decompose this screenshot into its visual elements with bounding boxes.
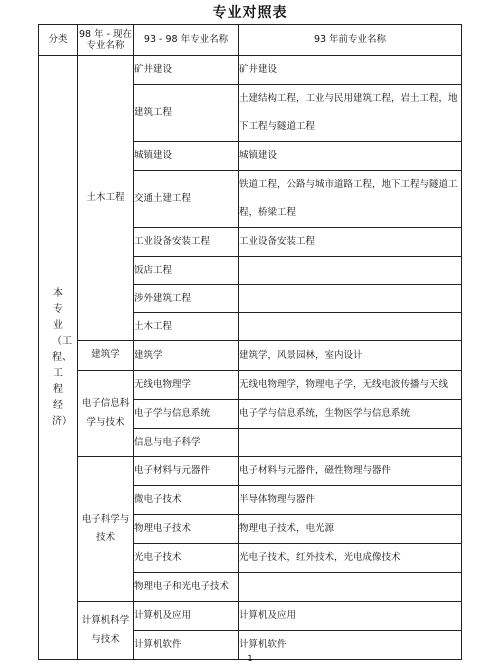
major-name-93-98: 计算机及应用 [134, 602, 239, 631]
header-group: 98 年 - 现在专业名称 [78, 25, 134, 56]
major-name-pre-93: 建筑学，风景园林，室内设计 [239, 341, 462, 371]
major-name-pre-93: 计算机软件 [239, 631, 462, 660]
table-row [39, 56, 462, 85]
header-major-93-98: 93 - 98 年专业名称 [134, 25, 239, 56]
group-name: 电子信息科学与技术 [78, 371, 134, 457]
major-name-pre-93: 城镇建设 [239, 142, 462, 171]
major-name-pre-93: 电子学与信息系统，生物医学与信息系统 [239, 400, 462, 429]
major-name-93-98: 交通土建工程 [134, 171, 239, 228]
major-name-93-98: 计算机软件 [134, 631, 239, 660]
major-name-93-98: 城镇建设 [134, 142, 239, 171]
table-header-row [39, 25, 462, 56]
major-name-pre-93: 矿井建设 [239, 56, 462, 85]
major-name-93-98: 电子学与信息系统 [134, 400, 239, 429]
major-comparison-table [38, 24, 462, 660]
major-name-93-98: 信息与电子科学 [134, 429, 239, 457]
major-name-93-98: 无线电物理学 [134, 371, 239, 400]
header-category: 分类 [39, 25, 78, 56]
major-name-pre-93: 计算机及应用 [239, 602, 462, 631]
major-name-pre-93: 物理电子技术，电光源 [239, 515, 462, 544]
major-name-pre-93 [239, 285, 462, 313]
major-name-pre-93: 铁道工程，公路与城市道路工程，地下工程与隧道工程，桥梁工程 [239, 171, 462, 228]
major-name-93-98: 矿井建设 [134, 56, 239, 85]
major-name-pre-93: 土建结构工程，工业与民用建筑工程，岩土工程，地下工程与隧道工程 [239, 85, 462, 142]
group-name: 土木工程 [78, 56, 134, 341]
group-name: 建筑学 [78, 341, 134, 371]
major-name-93-98: 物理电子技术 [134, 515, 239, 544]
table-row [39, 341, 462, 371]
page-title: 专业对照表 [212, 5, 288, 21]
major-name-93-98: 涉外建筑工程 [134, 285, 239, 313]
major-name-93-98: 工业设备安装工程 [134, 228, 239, 257]
page-number: 1 [247, 654, 253, 663]
table-row [39, 457, 462, 486]
major-name-93-98: 建筑工程 [134, 85, 239, 142]
major-name-pre-93: 无线电物理学，物理电子学，无线电波传播与天线 [239, 371, 462, 400]
major-name-93-98: 微电子技术 [134, 486, 239, 515]
group-name: 计算机科学与技术 [78, 602, 134, 660]
major-name-93-98: 建筑学 [134, 341, 239, 371]
table-row [39, 371, 462, 400]
major-name-93-98: 土木工程 [134, 313, 239, 341]
table-body [39, 56, 462, 660]
major-name-93-98: 物理电子和光电子技术 [134, 573, 239, 602]
major-name-93-98: 饭店工程 [134, 257, 239, 285]
major-name-pre-93 [239, 429, 462, 457]
major-name-pre-93: 半导体物理与器件 [239, 486, 462, 515]
major-name-pre-93 [239, 573, 462, 602]
table-row [39, 602, 462, 631]
major-name-pre-93: 工业设备安装工程 [239, 228, 462, 257]
category-cell [39, 56, 78, 660]
major-name-pre-93: 光电子技术，红外技术，光电成像技术 [239, 544, 462, 573]
major-name-93-98: 电子材料与元器件 [134, 457, 239, 486]
group-name: 电子科学与技术 [78, 457, 134, 602]
major-name-pre-93 [239, 313, 462, 341]
header-major-pre-93: 93 年前专业名称 [239, 25, 462, 56]
major-name-93-98: 光电子技术 [134, 544, 239, 573]
category-label: 本专业（工程、工程经济） [52, 287, 72, 427]
major-name-pre-93 [239, 257, 462, 285]
major-name-pre-93: 电子材料与元器件，磁性物理与器件 [239, 457, 462, 486]
